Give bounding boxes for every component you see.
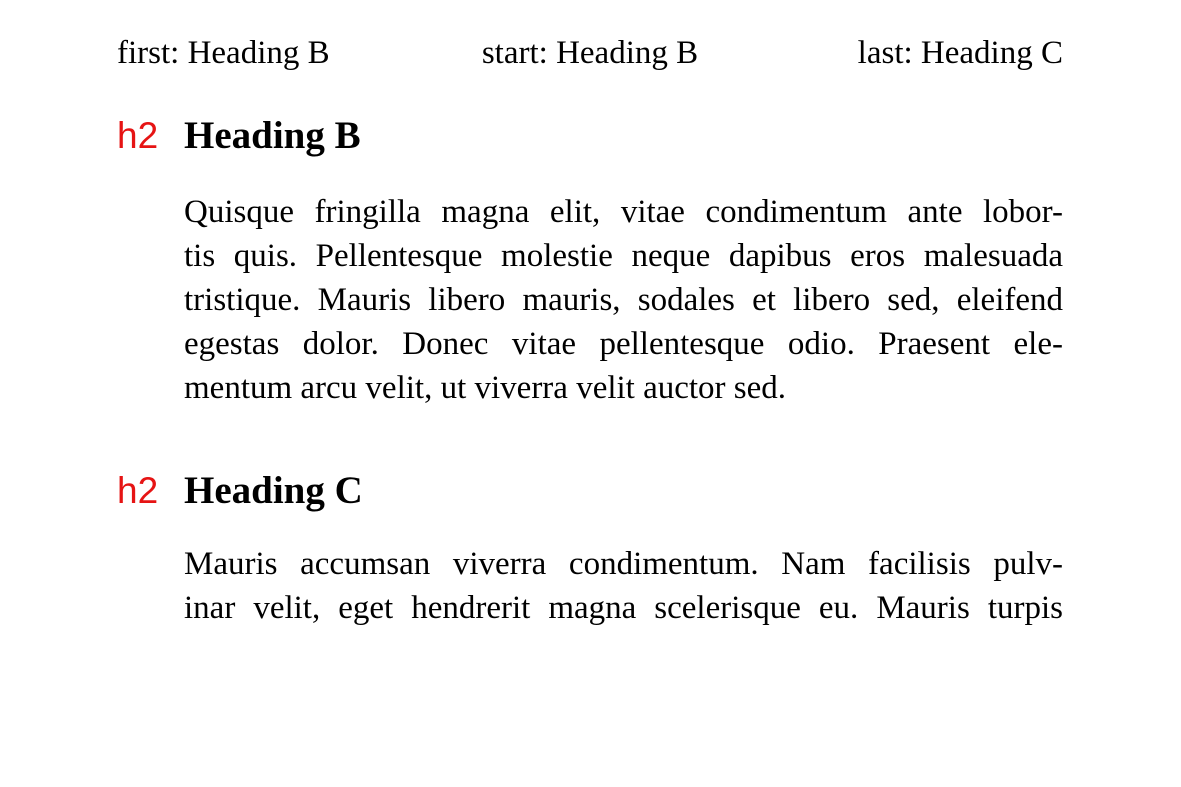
paragraph-line: Quisque fringilla magna elit, vitae condimentum ante lobor- (184, 194, 1063, 230)
paragraph-line: inar velit, eget hendrerit magna scelerisque eu. Mauris turpis (184, 590, 1063, 626)
paragraph-heading-b (184, 190, 1063, 410)
h2-tag-label: h2 (117, 115, 159, 156)
running-header-start: start: Heading B (481, 35, 699, 71)
h2-tag-label: h2 (117, 470, 159, 511)
section-heading-b (117, 116, 1063, 155)
paragraph-line: tristique. Mauris libero mauris, sodales et libero sed, eleifend (184, 282, 1063, 318)
section-heading-c (117, 471, 1063, 510)
paragraph-line: Mauris accumsan viverra condimentum. Nam facilisis pulv- (184, 546, 1063, 582)
running-header (117, 37, 1063, 70)
running-header-first: first: Heading B (117, 35, 330, 71)
running-header-last: last: Heading C (857, 35, 1063, 71)
section-title-heading-b: Heading B (184, 114, 361, 157)
paragraph-heading-c (184, 542, 1063, 630)
paragraph-line: egestas dolor. Donec vitae pellentesque odio. Praesent ele- (184, 326, 1063, 362)
section-title-heading-c: Heading C (184, 469, 363, 512)
paragraph-line: tis quis. Pellentesque molestie neque dapibus eros malesuada (184, 238, 1063, 274)
paragraph-line: mentum arcu velit, ut viverra velit auctor sed. (184, 370, 787, 406)
